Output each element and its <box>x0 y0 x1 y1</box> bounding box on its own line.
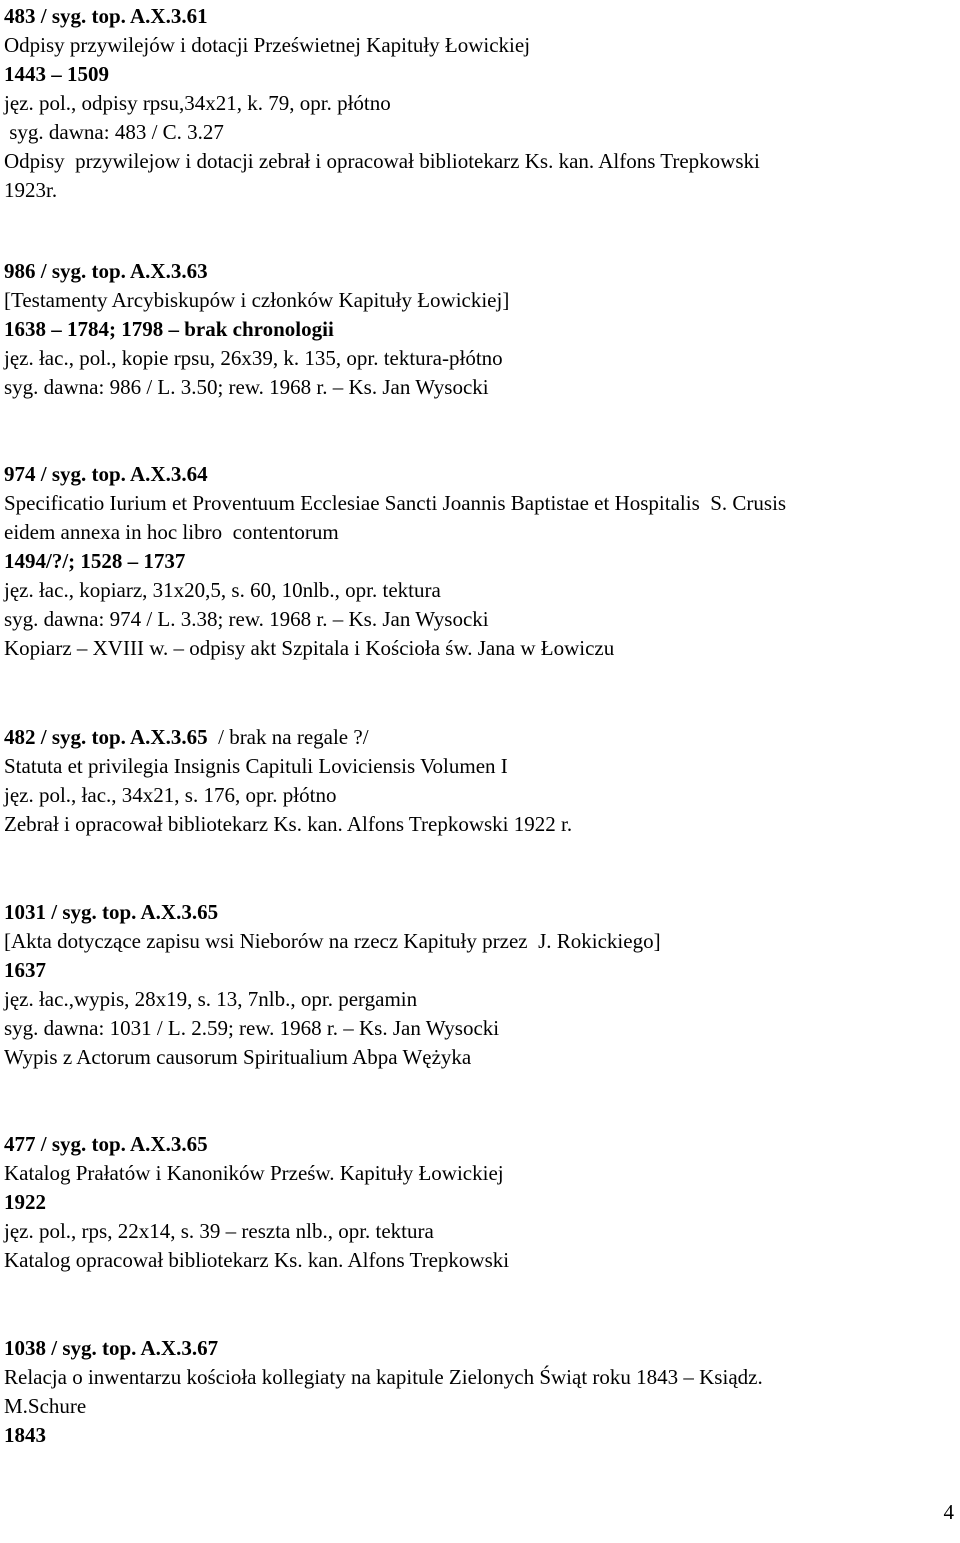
entry-title: [Testamenty Arcybiskupów i członków Kapituły Łowickiej] <box>4 288 510 312</box>
entry-title-continued: M.Schure <box>4 1394 87 1418</box>
page-number: 4 <box>943 1500 954 1524</box>
entry-heading: 974 / syg. top. A.X.3.64 <box>4 462 208 486</box>
entry-title-continued: eidem annexa in hoc libro contentorum <box>4 520 339 544</box>
entry-note: Kopiarz – XVIII w. – odpisy akt Szpitala i Kościoła św. Jana w Łowiczu <box>4 636 615 660</box>
entry-note: Odpisy przywilejow i dotacji zebrał i opracował bibliotekarz Ks. kan. Alfons Trepkowski <box>4 149 760 173</box>
entry-physical-description: jęz. łac., pol., kopie rpsu, 26x39, k. 135, opr. tektura-płótno <box>4 346 503 370</box>
entry-heading: 986 / syg. top. A.X.3.63 <box>4 259 208 283</box>
entry-heading: 483 / syg. top. A.X.3.61 <box>4 4 208 28</box>
entry-title: [Akta dotyczące zapisu wsi Nieborów na rzecz Kapituły przez J. Rokickiego] <box>4 929 661 953</box>
entry-note: Wypis z Actorum causorum Spiritualium Abpa Wężyka <box>4 1045 472 1069</box>
entry-title: Specificatio Iurium et Proventuum Ecclesiae Sancti Joannis Baptistae et Hospitalis S. Crusis <box>4 491 787 515</box>
entry-dates: 1494/?/; 1528 – 1737 <box>4 549 186 573</box>
entry-heading: 1038 / syg. top. A.X.3.67 <box>4 1336 219 1360</box>
entry-old-signature: syg. dawna: 483 / C. 3.27 <box>4 120 224 144</box>
entry-heading: 1031 / syg. top. A.X.3.65 <box>4 900 219 924</box>
entry-dates: 1922 <box>4 1190 46 1214</box>
entry-dates: 1843 <box>4 1423 46 1447</box>
catalog-entry-477 <box>4 1130 509 1275</box>
entry-old-signature: syg. dawna: 974 / L. 3.38; rew. 1968 r. – Ks. Jan Wysocki <box>4 607 489 631</box>
catalog-entry-482 <box>4 723 572 839</box>
entry-title: Statuta et privilegia Insignis Capituli Loviciensis Volumen I <box>4 754 508 778</box>
entry-heading: 482 / syg. top. A.X.3.65 <box>4 725 208 749</box>
entry-shelf-note: / brak na regale ?/ <box>207 725 369 749</box>
entry-physical-description: jęz. łac., kopiarz, 31x20,5, s. 60, 10nlb., opr. tektura <box>4 578 441 602</box>
entry-physical-description: jęz. łac.,wypis, 28x19, s. 13, 7nlb., opr. pergamin <box>4 987 418 1011</box>
entry-physical-description: jęz. pol., odpisy rpsu,34x21, k. 79, opr. płótno <box>4 91 391 115</box>
entry-dates: 1637 <box>4 958 46 982</box>
entry-physical-description: jęz. pol., łac., 34x21, s. 176, opr. płótno <box>4 783 337 807</box>
catalog-entry-1038 <box>4 1334 763 1450</box>
entry-title: Odpisy przywilejów i dotacji Prześwietnej Kapituły Łowickiej <box>4 33 531 57</box>
entry-physical-description: jęz. pol., rps, 22x14, s. 39 – reszta nlb., opr. tektura <box>4 1219 434 1243</box>
entry-old-signature: syg. dawna: 986 / L. 3.50; rew. 1968 r. – Ks. Jan Wysocki <box>4 375 489 399</box>
catalog-entry-974 <box>4 460 786 663</box>
entry-dates: 1443 – 1509 <box>4 62 109 86</box>
entry-heading: 477 / syg. top. A.X.3.65 <box>4 1132 208 1156</box>
catalog-entry-1031 <box>4 898 661 1072</box>
entry-title: Katalog Prałatów i Kanoników Prześw. Kapituły Łowickiej <box>4 1161 504 1185</box>
entry-dates: 1638 – 1784; 1798 – brak chronologii <box>4 317 334 341</box>
entry-old-signature: syg. dawna: 1031 / L. 2.59; rew. 1968 r. – Ks. Jan Wysocki <box>4 1016 500 1040</box>
entry-note-continued: 1923r. <box>4 178 58 202</box>
entry-heading-line <box>4 723 572 752</box>
entry-note: Zebrał i opracował bibliotekarz Ks. kan. Alfons Trepkowski 1922 r. <box>4 812 573 836</box>
catalog-entry-986 <box>4 257 509 402</box>
catalog-entry-483 <box>4 2 760 205</box>
entry-title: Relacja o inwentarzu kościoła kollegiaty na kapitule Zielonych Świąt roku 1843 – Ksiądz. <box>4 1365 763 1389</box>
entry-note: Katalog opracował bibliotekarz Ks. kan. Alfons Trepkowski <box>4 1248 510 1272</box>
